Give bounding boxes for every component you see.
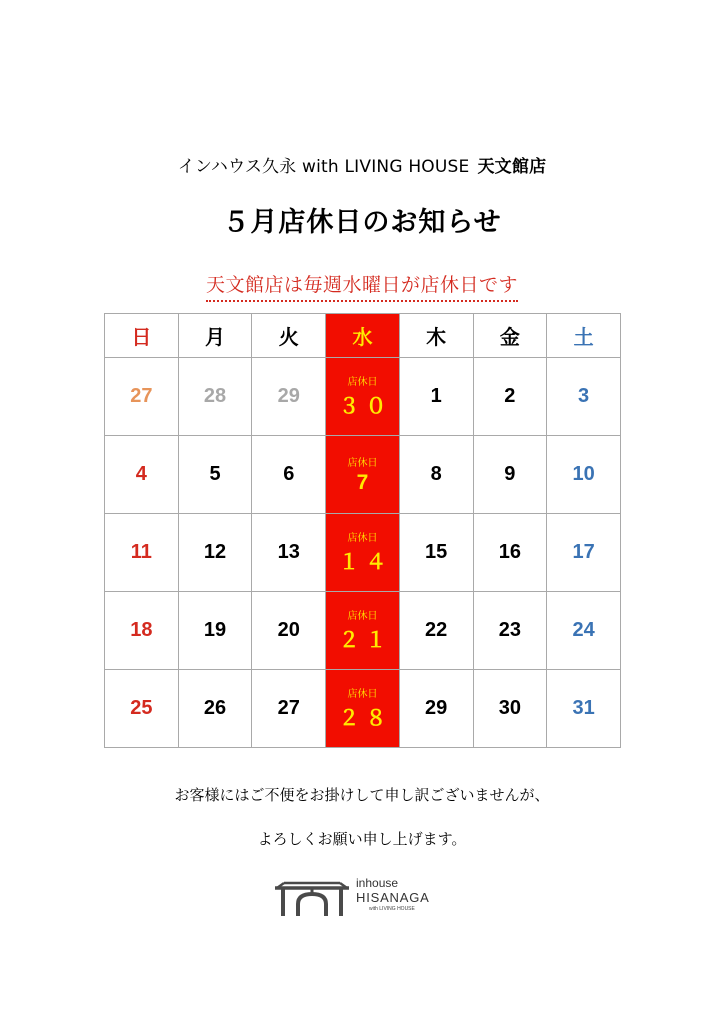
weekday-sun: 日 (105, 314, 179, 358)
closing-message: よろしくお願い申し上げます。 (257, 830, 467, 848)
day-cell: 8 (399, 436, 473, 514)
weekday-thu: 木 (399, 314, 473, 358)
weekday-header-row (105, 314, 621, 358)
day-cell: 15 (399, 514, 473, 592)
store-name: インハウス久永 with LIVING HOUSE (177, 157, 470, 177)
day-cell: 3 (547, 358, 621, 436)
weekday-sat: 土 (547, 314, 621, 358)
day-cell: 10 (547, 436, 621, 514)
day-cell: 12 (178, 514, 252, 592)
day-cell: 17 (547, 514, 621, 592)
store-line (0, 152, 724, 177)
day-number: 7 (356, 471, 375, 494)
calendar-week-4 (105, 592, 621, 670)
day-cell: 4 (105, 436, 179, 514)
day-cell: 22 (399, 592, 473, 670)
day-cell: 5 (178, 436, 252, 514)
calendar-week-3 (105, 514, 621, 592)
logo-text-living-house: with LIVING HOUSE (369, 906, 415, 912)
closed-day-cell (326, 436, 400, 514)
day-cell: 29 (252, 358, 326, 436)
day-cell: 25 (105, 670, 179, 748)
logo-text-hisanaga: HISANAGA (356, 890, 430, 905)
day-cell: 24 (547, 592, 621, 670)
day-cell: 30 (473, 670, 547, 748)
notice-text: 天文館店は毎週水曜日が店休日です (206, 270, 518, 302)
day-cell: 16 (473, 514, 547, 592)
closed-label: 店休日 (347, 689, 378, 700)
weekday-mon: 月 (178, 314, 252, 358)
weekday-fri: 金 (473, 314, 547, 358)
day-cell: 28 (178, 358, 252, 436)
day-cell: 11 (105, 514, 179, 592)
calendar-week-5 (105, 670, 621, 748)
closed-day-notice (0, 270, 724, 302)
day-number: ２１ (338, 629, 393, 652)
closed-label: 店休日 (347, 611, 378, 622)
day-cell: 20 (252, 592, 326, 670)
day-cell: 18 (105, 592, 179, 670)
day-cell: 13 (252, 514, 326, 592)
day-cell: 27 (252, 670, 326, 748)
day-cell: 6 (252, 436, 326, 514)
house-bridge-logo-icon (272, 874, 352, 918)
brand-logo (272, 872, 432, 920)
closed-label: 店休日 (347, 458, 378, 469)
day-cell: 23 (473, 592, 547, 670)
closed-label: 店休日 (347, 533, 378, 544)
day-cell: 26 (178, 670, 252, 748)
weekday-wed: 水 (326, 314, 400, 358)
day-cell: 9 (473, 436, 547, 514)
day-number: ２８ (338, 707, 393, 730)
day-cell: 29 (399, 670, 473, 748)
calendar-week-2 (105, 436, 621, 514)
weekday-tue: 火 (252, 314, 326, 358)
day-number: ３０ (338, 395, 393, 418)
day-cell: 2 (473, 358, 547, 436)
calendar-table (104, 313, 621, 748)
day-cell: 1 (399, 358, 473, 436)
day-number: １４ (338, 551, 393, 574)
logo-text-inhouse: inhouse (356, 876, 399, 890)
day-cell: 31 (547, 670, 621, 748)
closed-day-cell (326, 514, 400, 592)
closed-day-cell (326, 670, 400, 748)
apology-message: お客様にはご不便をお掛けして申し訳ございませんが、 (174, 786, 550, 804)
calendar-week-1 (105, 358, 621, 436)
day-cell: 27 (105, 358, 179, 436)
day-cell: 19 (178, 592, 252, 670)
closed-day-cell (326, 592, 400, 670)
closed-day-cell (326, 358, 400, 436)
page-title: ５月店休日のお知らせ (222, 207, 502, 238)
closed-label: 店休日 (347, 377, 378, 388)
store-branch: 天文館店 (477, 157, 547, 177)
